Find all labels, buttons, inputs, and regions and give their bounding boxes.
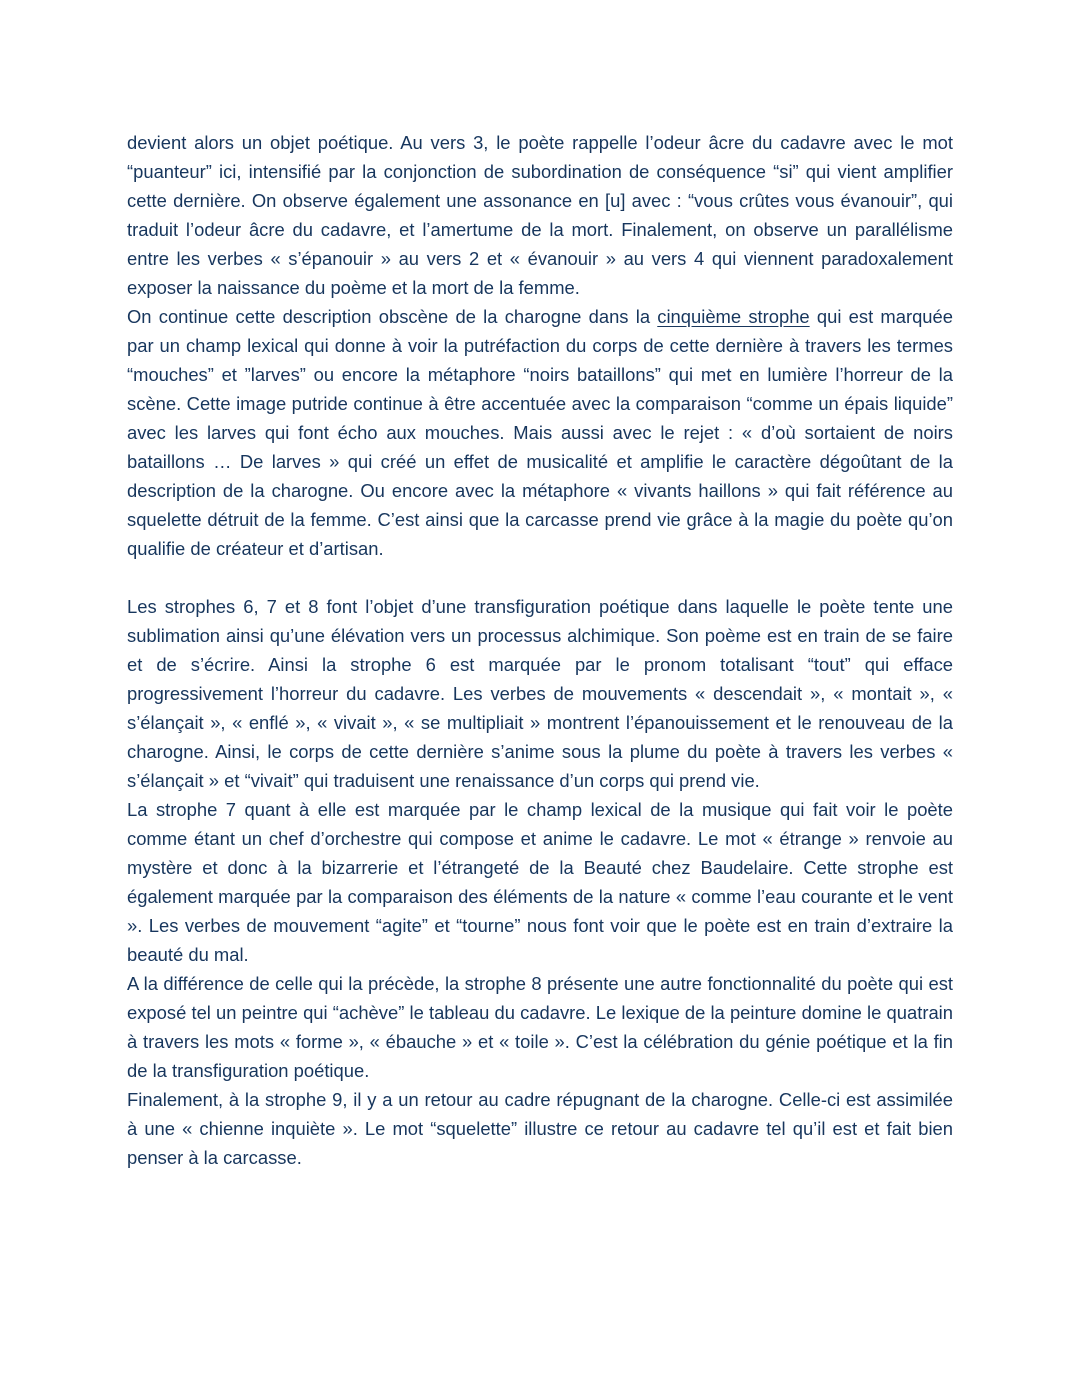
paragraph-text: La strophe 7 quant à elle est marquée par le champ lexical de la musique qui fait voir le poète comme étant un chef d’orchestre qui compose et anime le cadavre. Le mot « étrange » renvoie au mystère et donc à la bizarrerie et l’étrangeté de la Beauté chez Baudelaire. Cette strophe est également marquée par la comparaison des éléments de la nature « comme l’eau courante et le vent ». Les verbes de mouvement “agite” et “tourne” nous font voir que le poète est en train d’extraire la beauté du mal. bbox=[127, 799, 953, 965]
paragraph-text: On continue cette description obscène de la charogne dans la bbox=[127, 306, 658, 327]
paragraph-strophe-6 bbox=[127, 592, 953, 795]
paragraph-strophe-9 bbox=[127, 1085, 953, 1172]
paragraph-cinquieme-strophe bbox=[127, 302, 953, 563]
document-page bbox=[127, 128, 953, 1172]
paragraph-text: qui est marquée par un champ lexical qui donne à voir la putréfaction du corps de cette dernière à travers les termes “mouches” et ”larves” ou encore la métaphore “noirs bataillons” qui met en lumière l’horreur de la scène. Cette image putride continue à être accentuée avec la comparaison “comme un épais liquide” avec les larves qui font écho aux mouches. Mais aussi avec le rejet : « d’où sortaient de noirs bataillons … De larves » qui créé un effet de musicalité et amplifie le caractère dégoûtant de la description de la charogne. Ou encore avec la métaphore « vivants haillons » qui fait référence au squelette détruit de la femme. C’est ainsi que la carcasse prend vie grâce à la magie du poète qu’on qualifie de créateur et d’artisan. bbox=[127, 306, 953, 559]
paragraph-strophe-7 bbox=[127, 795, 953, 969]
underlined-term: cinquième strophe bbox=[657, 306, 810, 327]
paragraph-strophe-8 bbox=[127, 969, 953, 1085]
paragraph-vers-analysis bbox=[127, 128, 953, 302]
paragraph-text: Finalement, à la strophe 9, il y a un retour au cadre répugnant de la charogne. Celle-ci est assimilée à une « chienne inquiète ». Le mot “squelette” illustre ce retour au cadavre tel qu’il est et fait bien penser à la carcasse. bbox=[127, 1089, 953, 1168]
paragraph-text: devient alors un objet poétique. Au vers 3, le poète rappelle l’odeur âcre du cadavre avec le mot “puanteur” ici, intensifié par la conjonction de subordination de conséquence “si” qui vient amplifier cette dernière. On observe également une assonance en [u] avec : “vous crûtes vous évanouir”, qui traduit l’odeur âcre du cadavre, et l’amertume de la mort. Finalement, on observe un parallélisme entre les verbes « s’épanouir » au vers 2 et « évanouir » au vers 4 qui viennent paradoxalement exposer la naissance du poème et la mort de la femme. bbox=[127, 132, 953, 298]
paragraph-text: A la différence de celle qui la précède, la strophe 8 présente une autre fonctionnalité du poète qui est exposé tel un peintre qui “achève” le tableau du cadavre. Le lexique de la peinture domine le quatrain à travers les mots « forme », « ébauche » et « toile ». C’est la célébration du génie poétique et la fin de la transfiguration poétique. bbox=[127, 973, 953, 1081]
paragraph-text: Les strophes 6, 7 et 8 font l’objet d’une transfiguration poétique dans laquelle le poète tente une sublimation ainsi qu’une élévation vers un processus alchimique. Son poème est en train de se faire et de s’écrire. Ainsi la strophe 6 est marquée par le pronom totalisant “tout” qui efface progressivement l’horreur du cadavre. Les verbes de mouvements « descendait », « montait », « s’élançait », « enflé », « vivait », « se multipliait » montrent l’épanouissement et le renouveau de la charogne. Ainsi, le corps de cette dernière s’anime sous la plume du poète à travers les verbes « s’élançait » et “vivait” qui traduisent une renaissance d’un corps qui prend vie. bbox=[127, 596, 953, 791]
